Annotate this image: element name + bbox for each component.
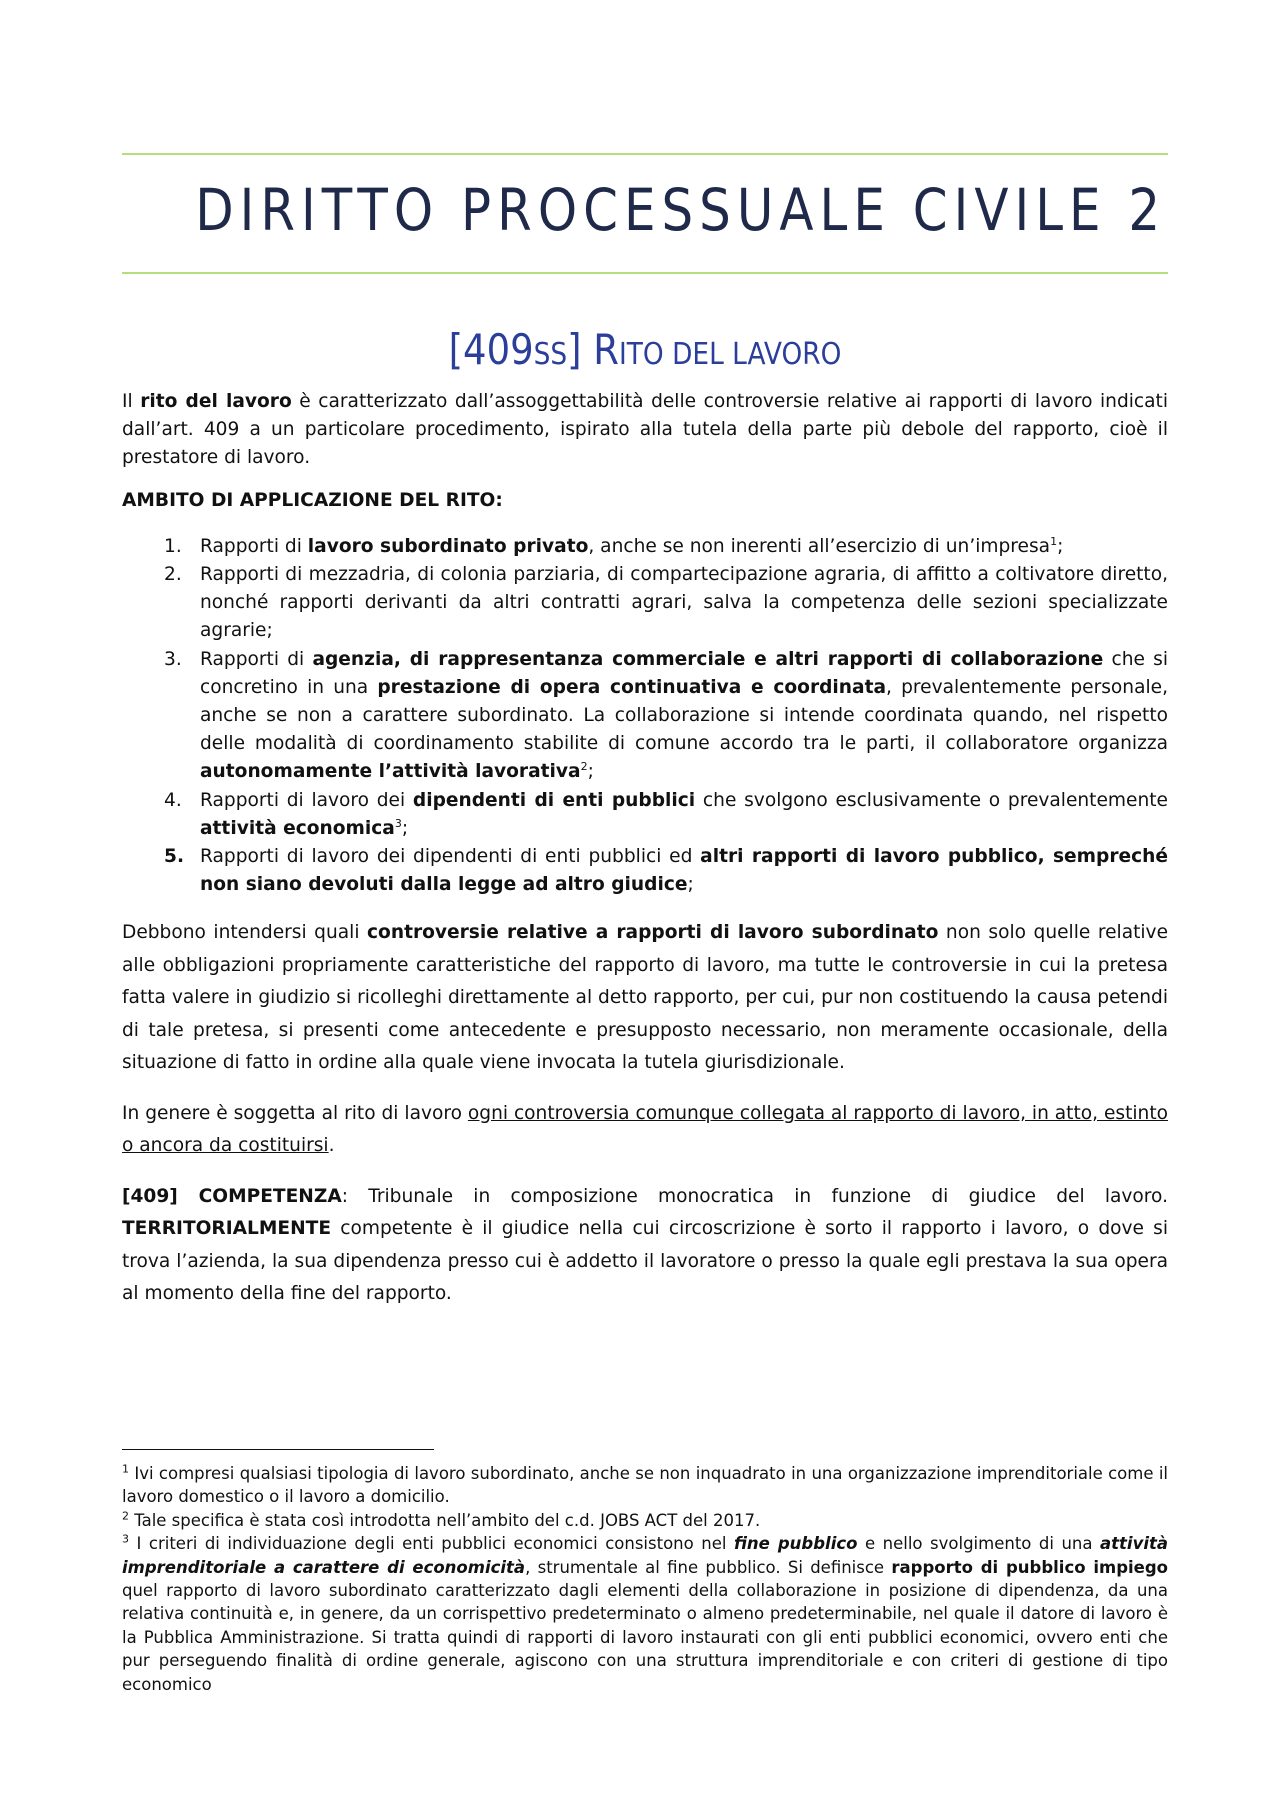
list-number: 5. xyxy=(164,846,185,868)
list-number: 2. xyxy=(164,564,182,586)
section-title-small: SS xyxy=(533,337,568,372)
list-item xyxy=(122,533,1168,561)
text-span: quel rapporto di lavoro subordinato caratterizzato dagli elementi della collaborazione in posizione di dipendenza, da una relativa continuità e, in genere, da un corrispettivo predeterminato o almeno predeterminabile, nel quale il datore di lavoro è la Pubblica Amministrazione. Si tratta quindi di rapporti di lavoro instaurati con gli enti pubblici economici, ovvero enti che pur perseguendo finalità di ordine generale, agiscono con una struttura imprenditoriale e con criteri di gestione di tipo economico xyxy=(122,1581,1168,1694)
text-span: , anche se non inerenti all’esercizio di un’impresa xyxy=(588,535,1051,557)
text-span: che si concretino in una xyxy=(200,648,1169,698)
footnotes xyxy=(122,1449,1168,1696)
text-span: Ivi compresi qualsiasi tipologia di lavoro subordinato, anche se non inquadrato in una organizzazione imprenditoriale come il lavoro domestico o il lavoro a domicilio. xyxy=(122,1464,1168,1507)
text-span: . xyxy=(328,1135,335,1157)
debbono-paragraph xyxy=(122,917,1168,1080)
footnote-marker: 2 xyxy=(122,1509,129,1523)
competenza-paragraph xyxy=(122,1181,1168,1311)
text-span: : Tribunale in composizione monocratica in funzione di giudice del lavoro. xyxy=(341,1185,1168,1207)
footnote-ref: 2 xyxy=(580,760,588,774)
title-rule-bottom xyxy=(122,272,1168,274)
text-span: Rapporti di lavoro dei xyxy=(200,789,413,811)
bold-span: lavoro subordinato privato xyxy=(307,535,589,557)
title-rule-top xyxy=(122,153,1168,155)
section-title xyxy=(185,325,1105,374)
list-item xyxy=(122,787,1168,843)
section-title-prefix: [409 xyxy=(448,325,534,374)
bold-span: attività economica xyxy=(200,817,395,839)
text-span: non solo quelle relative alle obbligazioni propriamente caratteristiche del rapporto di lavoro, ma tutte le controversie in cui la pretesa fatta valere in giudizio si ricolleghi direttamente al detto rapporto, per cui, pur non costituendo la causa petendi di tale pretesa, si presenti come antecedente e presupposto necessario, non meramente occasionale, della situazione di fatto in ordine alla quale viene invocata la tutela giurisdizionale. xyxy=(122,922,1169,1074)
bold-italic-span: attività imprenditoriale a carattere di economicità xyxy=(122,1534,1168,1577)
footnote-1 xyxy=(122,1462,1168,1509)
list-item xyxy=(122,843,1168,899)
bold-italic-span: fine pubblico xyxy=(733,1534,858,1554)
footnote-ref: 3 xyxy=(394,816,402,830)
text-span: competente è il giudice nella cui circoscrizione è sorto il rapporto i lavoro, o dove si trova l’azienda, la sua dipendenza presso cui è addetto il lavoratore o presso la quale egli prestava la sua opera al momento della fine del rapporto. xyxy=(122,1218,1168,1305)
ambito-heading: AMBITO DI APPLICAZIONE DEL RITO: xyxy=(122,489,503,511)
list-number: 4. xyxy=(164,789,182,811)
footnote-2 xyxy=(122,1509,1168,1532)
text-span: è caratterizzato dall’assoggettabilità delle controversie relative ai rapporti di lavoro indicati dall’art. 409 a un particolare procedimento, ispirato alla tutela della parte più debole del rapporto, cioè il prestatore di lavoro. xyxy=(122,391,1168,469)
footnote-ref: 1 xyxy=(1050,534,1058,548)
bold-span: rito del lavoro xyxy=(140,391,292,412)
text-span: Il xyxy=(122,391,141,412)
list-number: 1. xyxy=(164,535,182,557)
bold-span: altri rapporti di lavoro pubblico, sempreché non siano devoluti dalla legge ad altro giudice xyxy=(200,846,1168,896)
bold-span: controversie relative a rapporti di lavoro subordinato xyxy=(367,922,939,944)
text-span: , strumentale al fine pubblico. Si definisce xyxy=(525,1557,892,1577)
document-title: DIRITTO PROCESSUALE CIVILE 2 xyxy=(195,176,1167,244)
text-span: ; xyxy=(401,817,409,839)
intro-paragraph xyxy=(122,388,1168,473)
text-span: I criteri di individuazione degli enti pubblici economici consistono nel xyxy=(129,1534,734,1554)
text-span: Tale specifica è stata così introdotta nell’ambito del c.d. JOBS ACT del 2017. xyxy=(129,1510,761,1530)
bold-span: prestazione di opera continuativa e coordinata xyxy=(377,676,887,698)
text-span: In genere è soggetta al rito di lavoro xyxy=(122,1102,468,1124)
list-item xyxy=(122,646,1168,787)
text-span: Rapporti di lavoro dei dipendenti di enti pubblici ed xyxy=(200,846,701,868)
footnote-marker: 3 xyxy=(122,1532,129,1546)
bold-span: [409] COMPETENZA xyxy=(122,1185,342,1207)
ambito-list xyxy=(122,533,1168,900)
text-span: ; xyxy=(1057,535,1064,557)
bold-span: autonomamente l’attività lavorativa xyxy=(200,761,581,783)
section-title-bracket: ] R xyxy=(567,325,619,374)
footnote-marker: 1 xyxy=(122,1462,129,1476)
bold-span: dipendenti di enti pubblici xyxy=(412,789,696,811)
genere-paragraph xyxy=(122,1098,1168,1163)
text-span: Rapporti di xyxy=(200,535,308,557)
text-span: ; xyxy=(587,761,594,783)
text-span: e nello svolgimento di una xyxy=(857,1534,1100,1554)
footnote-separator xyxy=(122,1449,434,1450)
list-number: 3. xyxy=(164,648,182,670)
text-span: Rapporti di mezzadria, di colonia parziaria, di compartecipazione agraria, di affitto a coltivatore diretto, nonché rapporti derivanti da altri contratti agrari, salva la competenza delle sezioni specializzate agrarie; xyxy=(200,564,1168,642)
footnote-3 xyxy=(122,1532,1168,1696)
bold-span: agenzia, di rappresentanza commerciale e altri rapporti di collaborazione xyxy=(312,648,1104,670)
list-item xyxy=(122,561,1168,646)
text-span: Debbono intendersi quali xyxy=(122,922,368,944)
bold-span: TERRITORIALMENTE xyxy=(122,1218,332,1240)
text-span: , prevalentemente personale, anche se non a carattere subordinato. La collaborazione si intende coordinata quando, nel rispetto delle modalità di coordinamento stabilite di comune accordo tra le parti, il collaboratore organizza xyxy=(200,676,1168,755)
text-span: Rapporti di xyxy=(200,648,313,670)
text-span: ; xyxy=(687,874,694,896)
body-text xyxy=(122,388,1168,1329)
section-title-rest: ITO DEL LAVORO xyxy=(618,337,842,372)
text-span: che svolgono esclusivamente o prevalentemente xyxy=(695,789,1168,811)
bold-span: rapporto di pubblico impiego xyxy=(891,1557,1168,1577)
underlined-span: ogni controversia comunque collegata al rapporto di lavoro, in atto, estinto o ancora da costituirsi xyxy=(122,1102,1169,1157)
